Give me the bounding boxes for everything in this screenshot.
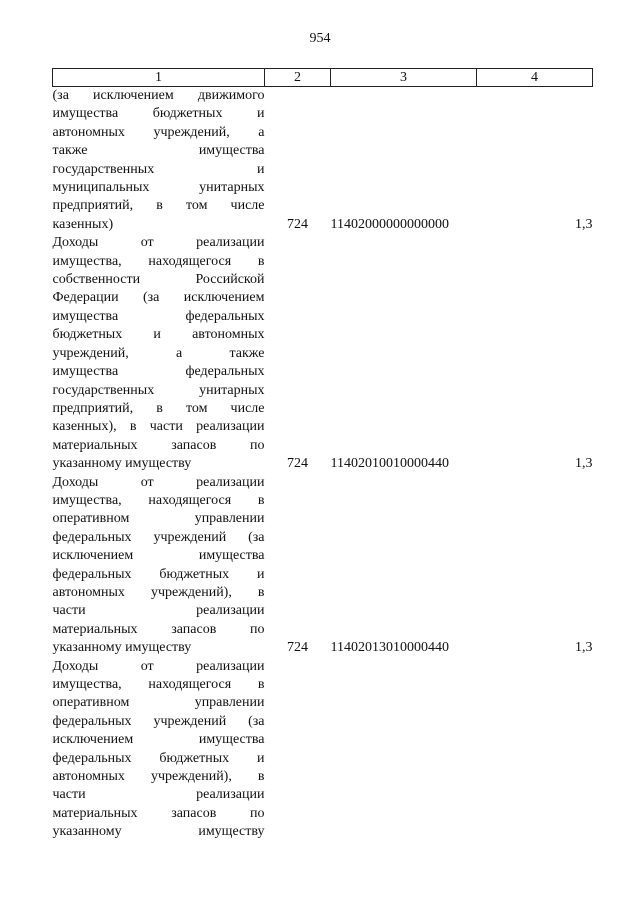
table-row bbox=[53, 474, 593, 658]
description-line: материальных запасов по bbox=[52, 805, 265, 821]
description-line: части реализации bbox=[52, 787, 265, 803]
row-description bbox=[53, 658, 265, 842]
distribution-norm bbox=[477, 658, 593, 842]
description-line: материальных запасов по bbox=[52, 437, 265, 453]
table-row bbox=[53, 658, 593, 842]
description-line: бюджетных и автономных bbox=[52, 327, 265, 343]
description-line: собственности Российской bbox=[52, 272, 265, 288]
budget-table bbox=[52, 68, 593, 842]
distribution-norm: 1,3 bbox=[575, 216, 593, 232]
description-line: Доходы от реализации bbox=[52, 658, 265, 674]
description-line: указанному имуществу bbox=[52, 824, 265, 840]
description-line: казенных), в части реализации bbox=[52, 419, 265, 435]
description-line: также имущества bbox=[52, 143, 265, 159]
description-line: предприятий, в том числе bbox=[52, 198, 265, 214]
column-header-4: 4 bbox=[477, 69, 593, 87]
description-line: исключением имущества bbox=[52, 548, 265, 564]
description-line: федеральных учреждений (за bbox=[52, 713, 265, 729]
description-line: федеральных бюджетных и bbox=[52, 750, 265, 766]
distribution-norm: 1,3 bbox=[575, 456, 593, 472]
description-line: автономных учреждений, а bbox=[52, 124, 265, 140]
description-line: учреждений, а также bbox=[52, 345, 265, 361]
description-line: федеральных бюджетных и bbox=[52, 566, 265, 582]
column-header-1: 1 bbox=[53, 69, 265, 87]
budget-classification-code: 11402010010000440 bbox=[330, 456, 449, 472]
admin-code: 724 bbox=[287, 640, 308, 656]
description-line: государственных и bbox=[52, 161, 265, 177]
description-line: имущества, находящегося в bbox=[52, 492, 265, 508]
column-header-3: 3 bbox=[331, 69, 477, 87]
admin-code: 724 bbox=[287, 216, 308, 232]
admin-code: 724 bbox=[287, 456, 308, 472]
row-description bbox=[53, 474, 265, 658]
row-description bbox=[53, 234, 265, 473]
description-line: государственных унитарных bbox=[52, 382, 265, 398]
budget-classification-code: 11402013010000440 bbox=[330, 640, 449, 656]
description-line: исключением имущества bbox=[52, 732, 265, 748]
description-line: Доходы от реализации bbox=[52, 474, 265, 490]
description-line: имущества, находящегося в bbox=[52, 677, 265, 692]
description-line: части реализации bbox=[52, 603, 265, 619]
description-line: (за исключением движимого bbox=[52, 88, 265, 103]
admin-code bbox=[265, 658, 331, 842]
description-line: муниципальных унитарных bbox=[52, 180, 265, 196]
description-line: предприятий, в том числе bbox=[52, 400, 265, 416]
description-line: оперативном управлении bbox=[52, 511, 265, 527]
table-row bbox=[53, 234, 593, 473]
description-line: оперативном управлении bbox=[52, 695, 265, 711]
description-line: федеральных учреждений (за bbox=[52, 529, 265, 545]
description-line: Федерации (за исключением bbox=[52, 290, 265, 306]
table-header-row bbox=[53, 69, 593, 87]
description-line: указанному имуществу bbox=[52, 640, 192, 656]
description-line: автономных учреждений), в bbox=[52, 769, 265, 785]
description-line: имущества бюджетных и bbox=[52, 106, 265, 122]
column-header-2: 2 bbox=[265, 69, 331, 87]
row-description bbox=[53, 87, 265, 235]
budget-classification-code: 11402000000000000 bbox=[330, 216, 449, 232]
description-line: имущества федеральных bbox=[52, 364, 265, 380]
description-line: имущества федеральных bbox=[52, 308, 265, 324]
description-line: Доходы от реализации bbox=[52, 235, 265, 251]
table-row bbox=[53, 87, 593, 235]
distribution-norm: 1,3 bbox=[575, 640, 593, 656]
page-number: 954 bbox=[309, 31, 331, 46]
description-line: казенных) bbox=[52, 216, 114, 232]
description-line: имущества, находящегося в bbox=[52, 253, 265, 269]
description-line: указанному имуществу bbox=[52, 456, 192, 472]
budget-classification-code bbox=[331, 658, 477, 842]
description-line: материальных запасов по bbox=[52, 621, 265, 637]
description-line: автономных учреждений), в bbox=[52, 584, 265, 600]
